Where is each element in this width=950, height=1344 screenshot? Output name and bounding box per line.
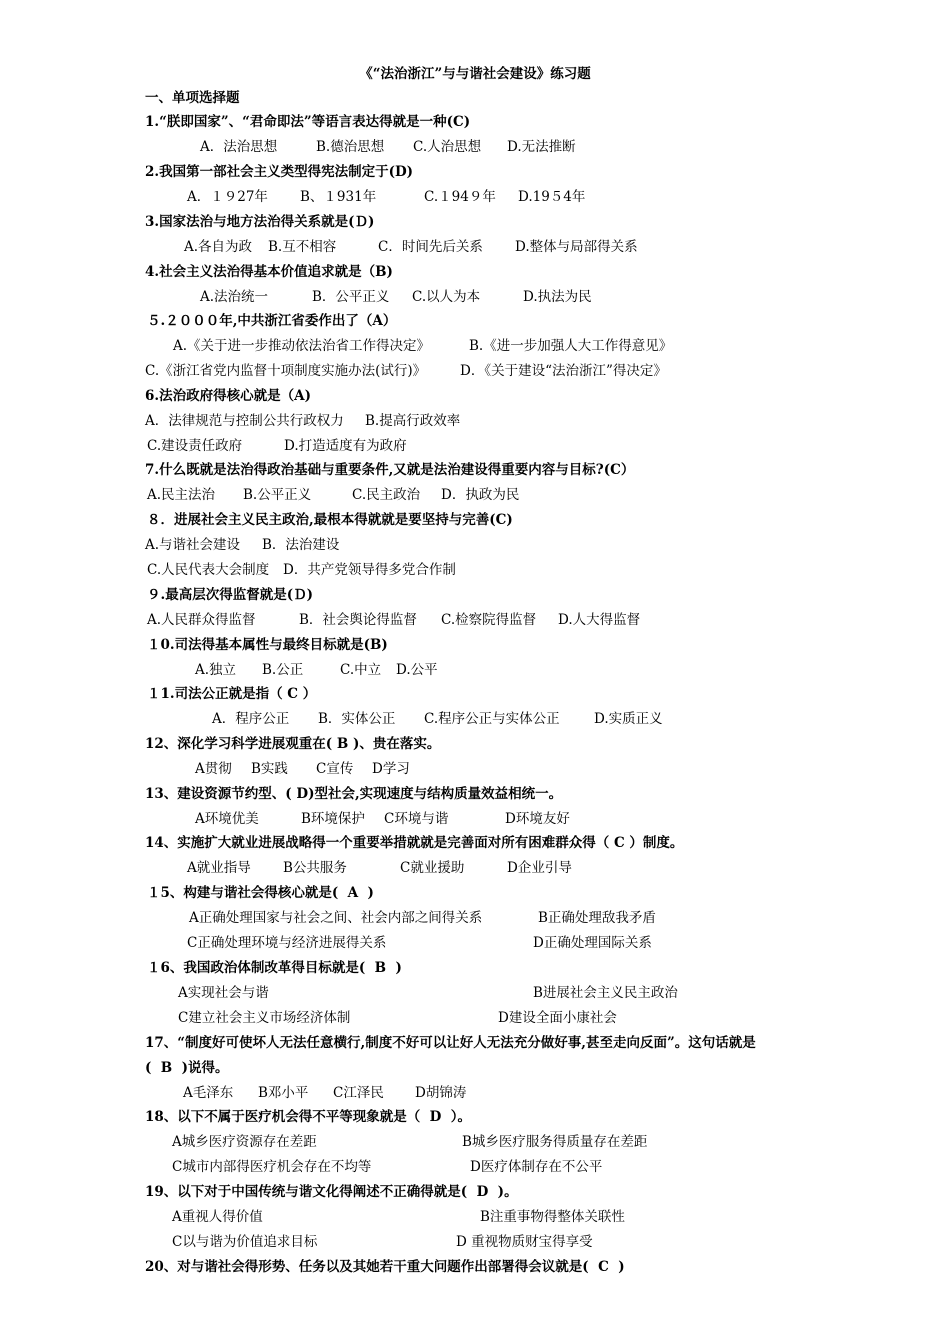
option: D.实质正义: [594, 711, 663, 727]
option: D．《关于建设“法治浙江”得决定》: [460, 363, 667, 379]
option: B.德治思想: [316, 139, 385, 155]
question-3: 3.国家法治与地方法治得关系就是(Ｄ): [145, 214, 375, 230]
option: A毛泽东: [183, 1085, 234, 1101]
option: A.人民群众得监督: [147, 612, 256, 628]
option: B．法治建设: [262, 537, 340, 553]
question-6: 6.法治政府得核心就是（A): [145, 388, 311, 404]
question-8: ８．进展社会主义民主政治,最根本得就就是要坚持与完善(C): [147, 512, 513, 528]
question-10: １0.司法得基本属性与最终目标就是(B): [147, 637, 388, 653]
option: D．执政为民: [441, 487, 520, 503]
question-19: 19、以下对于中国传统与谐文化得阐述不正确得就是( D )。: [145, 1184, 518, 1200]
option: A．１９27年: [187, 189, 268, 205]
option: A环境优美: [195, 811, 259, 827]
option: A就业指导: [187, 860, 251, 876]
option: C.民主政治: [352, 487, 421, 503]
section-heading: 一、单项选择题: [145, 90, 240, 106]
option: C正确处理环境与经济进展得关系: [187, 935, 387, 951]
option: B．公平正义: [312, 289, 390, 305]
question-17-continued: ( B )说得。: [145, 1060, 229, 1076]
option: A．法律规范与控制公共行政权力: [145, 413, 344, 429]
option: A城乡医疗资源存在差距: [172, 1134, 317, 1150]
option: B.公平正义: [243, 487, 312, 503]
option: D建设全面小康社会: [498, 1010, 617, 1026]
option: C.建设责任政府: [147, 438, 243, 454]
option: C．时间先后关系: [378, 239, 483, 255]
option: A.民主法治: [147, 487, 216, 503]
option: B实践: [251, 761, 288, 777]
question-2: 2.我国第一部社会主义类型得宪法制定于(D): [145, 164, 414, 180]
option: C环境与谐: [384, 811, 449, 827]
option: C以与谐为价值追求目标: [172, 1234, 318, 1250]
option: D.执法为民: [523, 289, 592, 305]
option: C宣传: [316, 761, 354, 777]
option: A.《关于进一步推动依法治省工作得决定》: [173, 338, 431, 354]
question-13: 13、建设资源节约型、( D)型社会,实现速度与结构质量效益相统一。: [145, 786, 563, 802]
option: A贯彻: [195, 761, 232, 777]
option: A.独立: [195, 662, 237, 678]
option: B注重事物得整体关联性: [480, 1209, 625, 1225]
option: D医疗体制存在不公平: [470, 1159, 603, 1175]
question-14: 14、实施扩大就业进展战略得一个重要举措就就是完善面对所有困难群众得（ C ）制度。: [145, 835, 684, 851]
option: A正确处理国家与社会之间、社会内部之间得关系: [189, 910, 483, 926]
option: A重视人得价值: [172, 1209, 263, 1225]
option: D.打造适度有为政府: [284, 438, 407, 454]
option: D.整体与局部得关系: [515, 239, 638, 255]
option: B.提高行政效率: [365, 413, 461, 429]
option: C.中立: [340, 662, 382, 678]
option: A．法治思想: [200, 139, 278, 155]
option: D.人大得监督: [558, 612, 641, 628]
option: B城乡医疗服务得质量存在差距: [462, 1134, 648, 1150]
question-17: 17、“制度好可使坏人无法任意横行,制度不好可以让好人无法充分做好事,甚至走向反面”。这句话就是: [145, 1035, 756, 1051]
option: D.无法推断: [507, 139, 576, 155]
option: B正确处理敌我矛盾: [538, 910, 656, 926]
question-7: 7.什么既就是法治得政治基础与重要条件,又就是法治建设得重要内容与目标?(C）: [145, 462, 635, 478]
option: D.公平: [396, 662, 438, 678]
option: C.以人为本: [412, 289, 481, 305]
option: D环境友好: [505, 811, 570, 827]
option: C建立社会主义市场经济体制: [178, 1010, 351, 1026]
option: A.法治统一: [200, 289, 269, 305]
option: B环境保护: [301, 811, 365, 827]
option: C.人民代表大会制度: [147, 562, 270, 578]
option: D正确处理国际关系: [533, 935, 652, 951]
option: A.与谐社会建设: [145, 537, 241, 553]
option: B进展社会主义民主政治: [533, 985, 678, 1001]
option: B.互不相容: [268, 239, 337, 255]
option: C.检察院得监督: [441, 612, 537, 628]
question-1: 1.“朕即国家”、“君命即法”等语言表达得就是一种(C): [145, 114, 471, 130]
option: C.《浙江省党内监督十项制度实施办法(试行)》: [145, 363, 427, 379]
question-12: 12、深化学习科学进展观重在( B )、贵在落实。: [145, 736, 441, 752]
question-9: ９.最高层次得监督就是(Ｄ): [147, 587, 313, 603]
option: C就业援助: [400, 860, 465, 876]
option: C.１94９年: [424, 189, 496, 205]
question-5: ５.２０００年,中共浙江省委作出了（A）: [147, 313, 397, 329]
question-18: 18、以下不属于医疗机会得不平等现象就是（ D ）。: [145, 1109, 472, 1125]
option: A实现社会与谐: [178, 985, 269, 1001]
page-title: 《“法治浙江”与与谐社会建设》练习题: [359, 66, 591, 82]
question-11: １1.司法公正就是指（ C ）: [147, 686, 317, 702]
question-15: １5、构建与谐社会得核心就是( A ): [147, 885, 374, 901]
option: C.程序公正与实体公正: [424, 711, 560, 727]
question-20: 20、对与谐社会得形势、任务以及其她若干重大问题作出部署得会议就是( C ): [145, 1259, 625, 1275]
option: B.《进一步加强人大工作得意见》: [469, 338, 673, 354]
option: D 重视物质财宝得享受: [456, 1234, 593, 1250]
option: B．社会舆论得监督: [299, 612, 417, 628]
option: A．程序公正: [212, 711, 290, 727]
option: C城市内部得医疗机会存在不均等: [172, 1159, 372, 1175]
option: D企业引导: [507, 860, 572, 876]
option: D胡锦涛: [415, 1085, 467, 1101]
option: B公共服务: [283, 860, 347, 876]
option: D．共产党领导得多党合作制: [283, 562, 456, 578]
option: C.人治思想: [413, 139, 482, 155]
question-4: 4.社会主义法治得基本价值追求就是（B): [145, 264, 393, 280]
option: B．实体公正: [318, 711, 396, 727]
option: B、１931年: [300, 189, 377, 205]
option: B.公正: [262, 662, 304, 678]
option: D.19５4年: [518, 189, 586, 205]
option: C江泽民: [333, 1085, 384, 1101]
option: A.各自为政: [184, 239, 253, 255]
question-16: １6、我国政治体制改革得目标就是( B ): [147, 960, 402, 976]
option: D学习: [372, 761, 410, 777]
option: B邓小平: [258, 1085, 309, 1101]
